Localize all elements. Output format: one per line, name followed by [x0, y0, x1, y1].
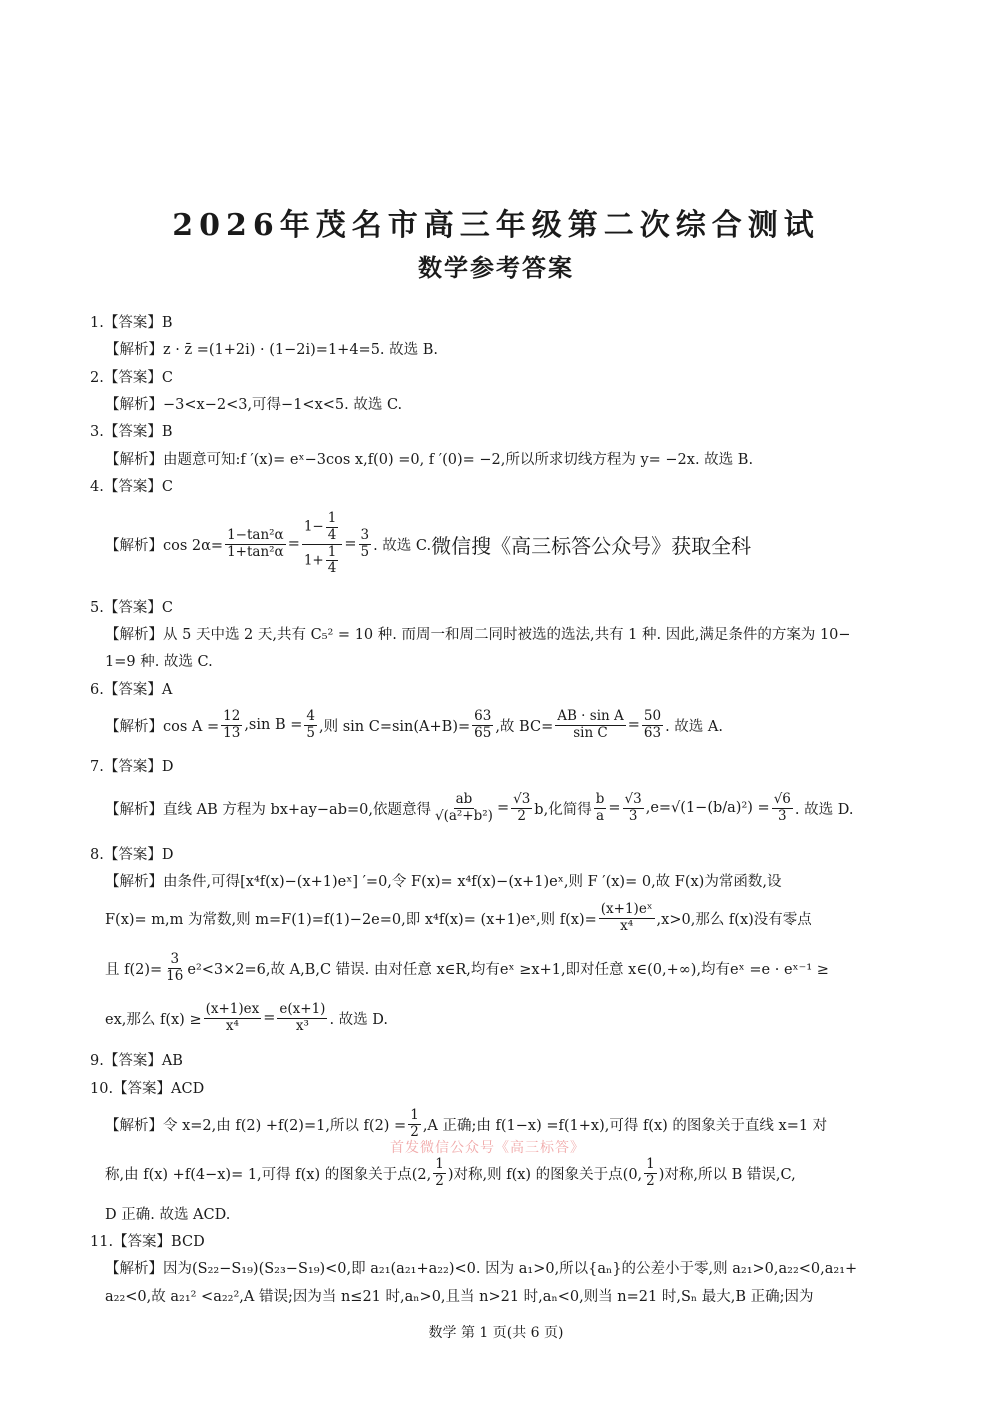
fraction-numerator: 1−tan²α [227, 526, 284, 543]
text-run: = [344, 536, 357, 552]
fraction [164, 952, 185, 984]
fraction [623, 792, 644, 824]
text-run: . 故选 D. [794, 801, 854, 818]
fraction-numerator: 1 [327, 510, 337, 527]
text-run: ,则 sin C=sin(A+B)= [318, 718, 471, 735]
fraction-denominator: √(a²+b²) [434, 807, 493, 824]
text-run: . 故选 C. [373, 537, 432, 554]
text-run: = [263, 1010, 276, 1026]
document-title: 2026年茂名市高三年级第二次综合测试 [172, 208, 820, 243]
text-run: ex,那么 f(x) ≥ [105, 1011, 202, 1028]
text-run: 【解析】从 5 天中选 2 天,共有 C₅² = 10 种. 而周一和周二同时被选的选法,共有 1 种. 因此,满足条件的方案为 10− [105, 626, 851, 643]
fraction-denominator: a [596, 807, 605, 824]
fraction-numerator: √6 [773, 790, 791, 807]
fraction-denominator: x³ [295, 1017, 309, 1034]
fraction [225, 528, 286, 560]
fraction [326, 545, 339, 577]
fraction [642, 709, 663, 741]
text-run: ,故 BC= [495, 718, 554, 735]
text-run: a₂₂<0,故 a₂₁² <a₂₂²,A 错误;因为当 n≤21 时,aₙ>0,且当 n>21 时,aₙ<0,则当 n=21 时,Sₙ 最大,B 正确;因为 [105, 1288, 814, 1305]
watermark-inline: 微信搜《高三标答公众号》获取全科 [431, 533, 752, 558]
fraction-denominator: 2 [646, 1172, 655, 1189]
fraction-denominator: 1+tan²α [227, 543, 284, 560]
fraction-denominator: 13 [223, 724, 241, 741]
fraction [555, 709, 626, 741]
fraction-numerator: (x+1)eˣ [600, 900, 653, 917]
text-run: 2.【答案】C [90, 369, 173, 386]
fraction-numerator: 1 [327, 543, 337, 560]
fraction-numerator: 4 [306, 707, 315, 724]
text-run: 【解析】直线 AB 方程为 bx+ay−ab=0,依题意得 [105, 801, 431, 818]
text-run: . 故选 D. [329, 1011, 388, 1028]
fraction-numerator: √3 [624, 790, 642, 807]
text-run: 9.【答案】AB [90, 1052, 183, 1069]
fraction-denominator: 2 [410, 1123, 419, 1140]
fraction [772, 792, 793, 824]
fraction-denominator: 4 [327, 560, 337, 577]
text-run: . 故选 A. [665, 718, 724, 735]
text-run: 且 f(2)= [105, 961, 163, 978]
fraction [433, 792, 495, 824]
text-run: 3.【答案】B [90, 423, 173, 440]
fraction-numerator: 1 [646, 1155, 655, 1172]
text-run: = [287, 536, 300, 552]
fraction [221, 709, 242, 741]
text-run: 【解析】因为(S₂₂−S₁₉)(S₂₃−S₁₉)<0,即 a₂₁(a₂₁+a₂₂)<0. 因为 a₁>0,所以{aₙ}的公差小于零,则 a₂₁>0,a₂₂<0,a₂₁+ [105, 1260, 858, 1277]
fraction-numerator: 50 [643, 707, 662, 724]
fraction [326, 511, 339, 543]
fraction-denominator: 65 [474, 724, 492, 741]
text-run: 1+ [303, 552, 324, 569]
fraction-denominator: 2 [435, 1172, 444, 1189]
fraction [511, 792, 532, 824]
document-subtitle: 数学参考答案 [418, 253, 574, 282]
text-run: ,sin B = [244, 717, 303, 733]
fraction [408, 1108, 421, 1140]
fraction [277, 1002, 327, 1034]
text-run: D 正确. 故选 ACD. [105, 1206, 231, 1223]
fraction-numerator: 1 [410, 1106, 419, 1123]
fraction-numerator: 1 [435, 1155, 444, 1172]
text-run: ,x>0,那么 f(x)没有零点 [656, 911, 812, 928]
fraction-numerator [302, 511, 343, 544]
fraction-denominator: 3 [628, 807, 638, 824]
fraction [433, 1157, 446, 1189]
text-run: 【解析】−3<x−2<3,可得−1<x<5. 故选 C. [105, 396, 403, 413]
fraction-denominator: sin C [573, 724, 608, 741]
page-footer: 数学 第 1 页(共 6 页) [428, 1325, 564, 1341]
text-run: e²<3×2=6,故 A,B,C 错误. 由对任意 x∈R,均有eˣ ≥x+1,即对任意 x∈(0,+∞),均有eˣ =e · eˣ⁻¹ ≥ [187, 961, 829, 978]
fraction-denominator: 5 [360, 543, 370, 560]
fraction-numerator: 12 [223, 707, 241, 724]
fraction-denominator: 63 [643, 724, 662, 741]
text-run: )对称,所以 B 错误,C, [658, 1166, 796, 1183]
text-run: 【解析】z · z̄ =(1+2i) · (1−2i)=1+4=5. 故选 B. [105, 341, 439, 358]
fraction [644, 1157, 657, 1189]
fraction [304, 709, 317, 741]
fraction-denominator: x⁴ [225, 1017, 239, 1034]
text-run: 11.【答案】BCD [90, 1233, 205, 1250]
text-run: 8.【答案】D [90, 846, 174, 863]
text-run: = [627, 717, 640, 733]
fraction-denominator: 5 [306, 724, 315, 741]
fraction-numerator: 3 [170, 950, 180, 967]
fraction-numerator: e(x+1) [279, 1000, 326, 1017]
fraction-numerator: (x+1)ex [205, 1000, 260, 1017]
fraction [472, 709, 493, 741]
text-run: 7.【答案】D [90, 758, 174, 775]
fraction-denominator: 4 [327, 526, 337, 543]
watermark-text: 首发微信公众号《高三标答》 [390, 1140, 585, 1156]
fraction-numerator: ab [455, 790, 473, 807]
fraction-denominator: 2 [517, 807, 526, 824]
fraction [599, 902, 655, 934]
text-run: 5.【答案】C [90, 599, 173, 616]
text-run: )对称,则 f(x) 的图象关于点(0, [447, 1166, 643, 1183]
fraction-denominator: 3 [777, 807, 787, 824]
text-run: 1− [303, 518, 324, 535]
text-run: ,A 正确;由 f(1−x) =f(1+x),可得 f(x) 的图象关于直线 x=1 对 [422, 1117, 828, 1134]
text-run: = [608, 800, 621, 816]
text-run: F(x)= m,m 为常数,则 m=F(1)=f(1)−2e=0,即 x⁴f(x)= (x+1)eˣ,则 f(x)= [105, 911, 597, 928]
fraction-numerator: 63 [474, 707, 492, 724]
text-run: 【解析】cos 2α= [105, 537, 224, 554]
text-run: 1=9 种. 故选 C. [105, 653, 213, 670]
text-run: 10.【答案】ACD [90, 1080, 205, 1097]
text-run: = [496, 800, 510, 816]
text-run: 6.【答案】A [90, 681, 173, 698]
text-run: 【解析】cos A = [105, 718, 220, 735]
fraction-numerator: AB · sin A [557, 707, 624, 724]
fraction [594, 792, 607, 824]
fraction [204, 1002, 262, 1034]
fraction-denominator: x⁴ [620, 917, 634, 934]
text-run: 【解析】令 x=2,由 f(2) +f(2)=1,所以 f(2) = [105, 1117, 407, 1134]
text-run: 【解析】由题意可知:f ′(x)= eˣ−3cos x,f(0) =0, f ′(0)= −2,所以所求切线方程为 y= −2x. 故选 B. [105, 451, 754, 468]
text-run: 称,由 f(x) +f(4−x)= 1,可得 f(x) 的图象关于点(2, [105, 1166, 432, 1183]
fraction-numerator: b [595, 790, 605, 807]
fraction [359, 528, 372, 560]
fraction-denominator [302, 545, 343, 577]
text-run: 1.【答案】B [90, 314, 173, 331]
fraction-numerator: 3 [360, 526, 370, 543]
fraction [302, 511, 343, 576]
text-run: ,e=√(1−(b/a)²) = [645, 800, 770, 816]
text-run: 【解析】由条件,可得[x⁴f(x)−(x+1)eˣ] ′=0,令 F(x)= x⁴f(x)−(x+1)eˣ,则 F ′(x)= 0,故 F(x)为常函数,设 [105, 873, 782, 890]
fraction-numerator: √3 [513, 790, 531, 807]
fraction-denominator: 16 [166, 967, 184, 984]
text-run: b,化简得 [534, 801, 592, 818]
text-run: 4.【答案】C [90, 478, 173, 495]
